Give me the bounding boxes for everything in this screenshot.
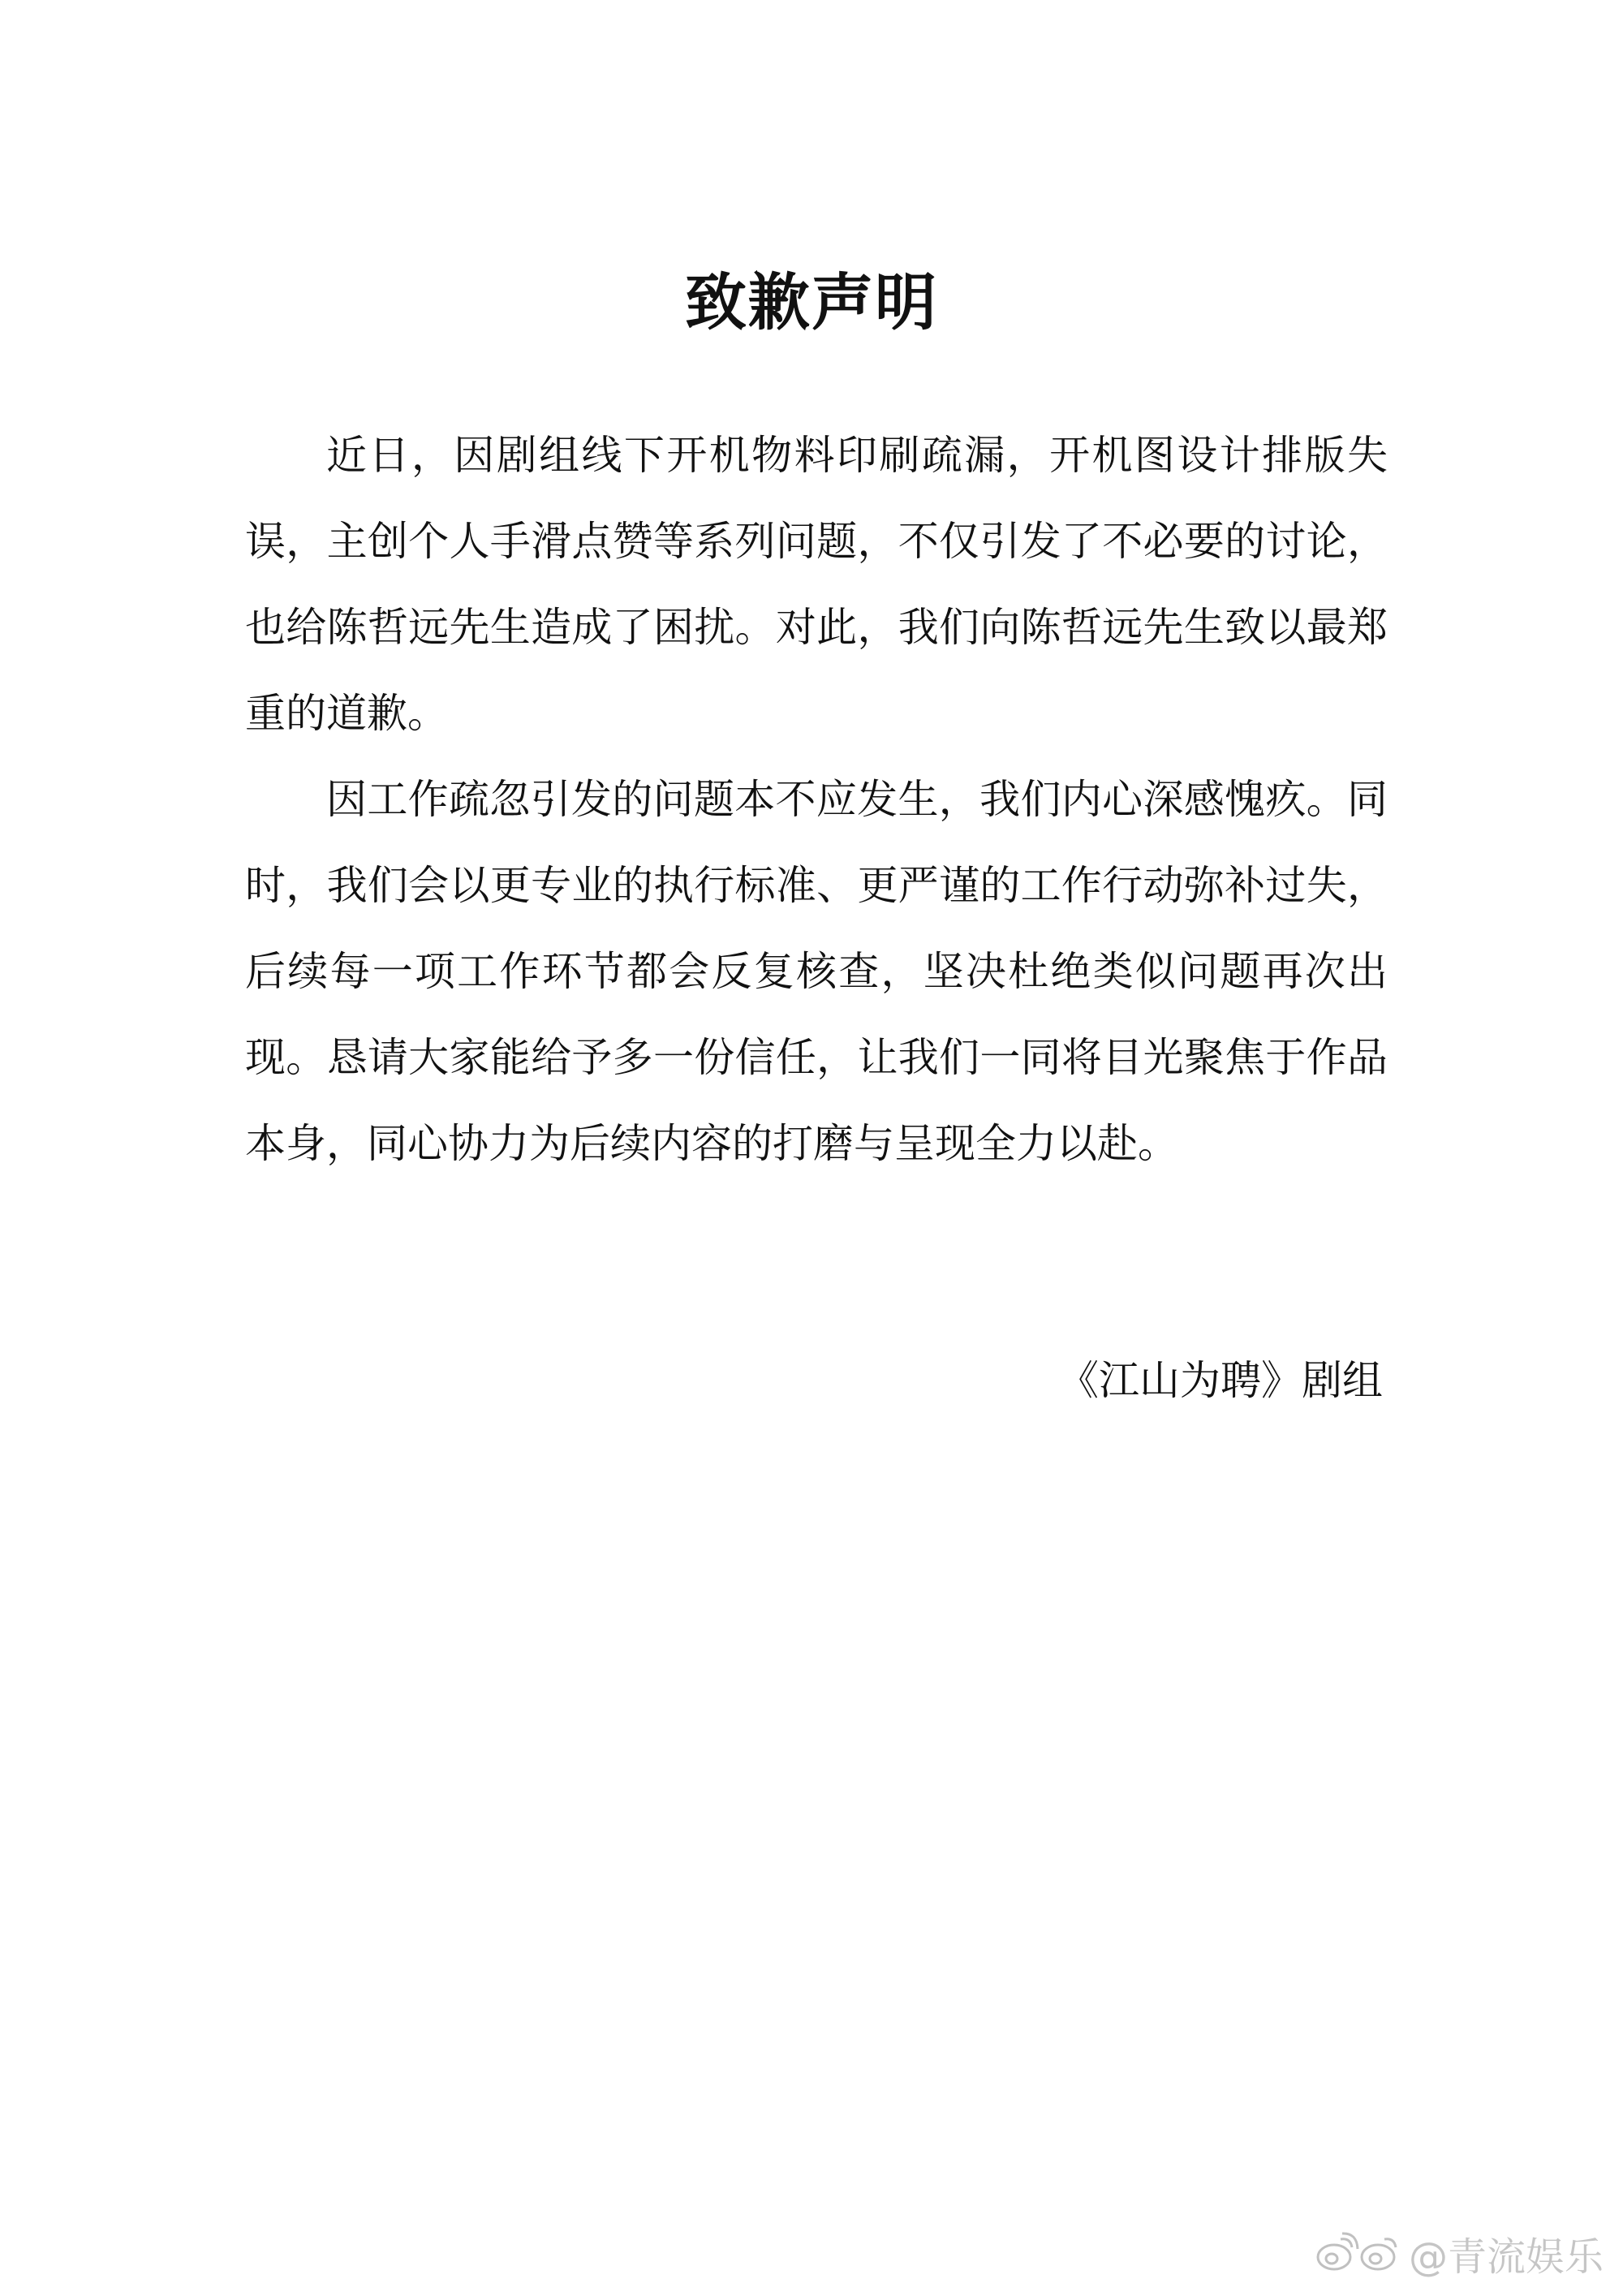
watermark: [1313, 2225, 1604, 2281]
watermark-text: @青流娱乐: [1408, 2234, 1604, 2280]
paragraph-1: 近日，因剧组线下开机物料印刷疏漏，开机图设计排版失误，主创个人手滑点赞等系列问题，不仅引发了不必要的讨论，也给陈哲远先生造成了困扰。对此，我们向陈哲远先生致以最郑重的道歉。: [245, 432, 1388, 737]
statement-body: [245, 412, 1388, 1187]
signature: 《江山为聘》剧组: [1058, 1357, 1383, 1404]
page-title: 致歉声明: [685, 266, 938, 338]
paragraph-2: 因工作疏忽引发的问题本不应发生，我们内心深感愧疚。同时，我们会以更专业的执行标准、更严谨的工作行动弥补过失，后续每一项工作环节都会反复核查，坚决杜绝类似问题再次出现。恳请大家能给予多一份信任，让我们一同将目光聚焦于作品本身，同心协力为后续内容的打磨与呈现全力以赴。: [245, 776, 1388, 1167]
weibo-logo-icon: [1313, 2231, 1402, 2277]
